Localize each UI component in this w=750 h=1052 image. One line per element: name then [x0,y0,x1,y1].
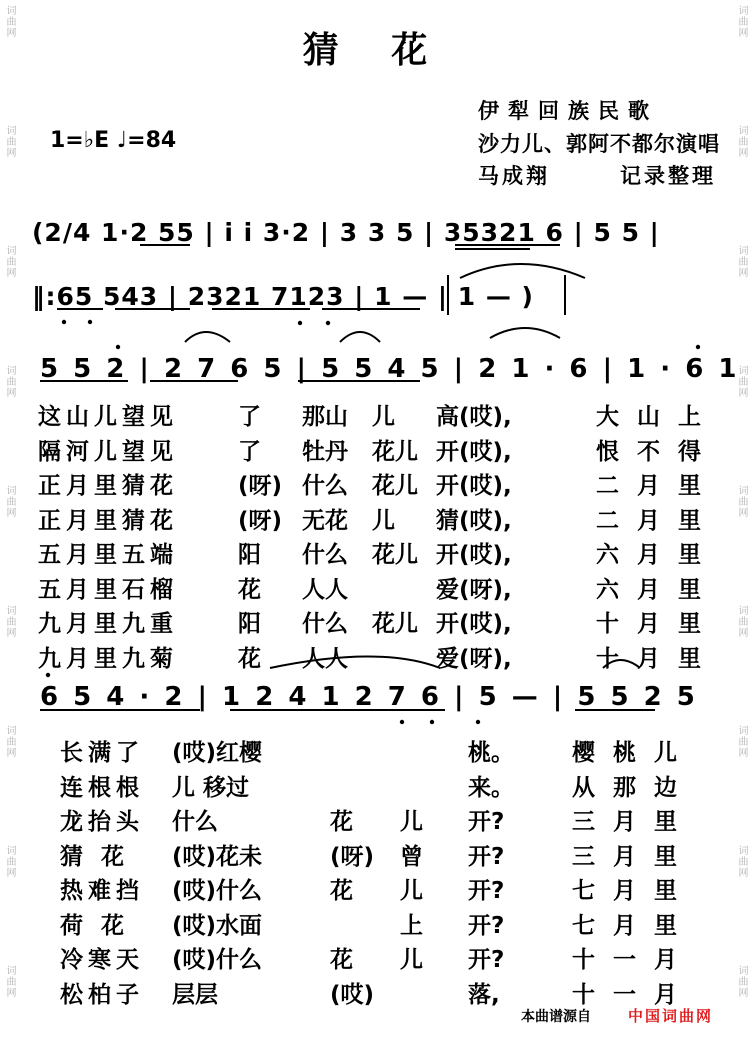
lyric-line-segment: 高(哎), [436,404,512,430]
watermark-right-7: 词曲网 [736,725,747,758]
score-line-1: (2/4 1·2 55 | i i 3·2 | 3 3 5 | 35321 6 | 5 5 | [32,218,660,247]
lyric-line-segment: 儿 [372,404,395,430]
watermark-left-6: 词曲网 [4,605,15,638]
watermark-right-5: 词曲网 [736,485,747,518]
lyric-line-segment: 牡丹 [302,438,348,465]
lyric-line-segment: 正月里猜花 [38,507,178,534]
lyric-line-segment: 恨 不 得 [596,438,707,465]
lyric-line-segment: 从 那 边 [572,774,683,801]
lyric-line-segment: 儿 [400,878,423,904]
lyric-line-segment: 开? [468,912,505,939]
lyric-line-segment: 开(哎), [436,438,512,465]
lyric-line-segment: 什么 [172,809,218,835]
credit-performers: 沙力儿、郭阿不都尔演唱 [478,132,720,156]
lyric-line-segment: 六 月 里 [596,542,707,568]
lyric-line-segment: 十 月 里 [596,645,707,672]
lyric-line-segment: (哎)水面 [172,912,263,939]
lyric-line-row [0,872,750,902]
watermark-left-3: 词曲网 [4,245,15,278]
lyric-line-segment: 开? [468,809,505,835]
watermark-right-2: 词曲网 [736,125,747,158]
lyric-line-segment: 十 一 月 [572,981,683,1008]
lyric-line-row [0,838,750,868]
lyric-line-segment: 层层 [172,981,218,1008]
lyric-line-segment: 花儿 [372,542,418,568]
source-label: 本曲谱源自 [521,1009,591,1025]
watermark-left-7: 词曲网 [4,725,15,758]
lyric-line-row [0,907,750,937]
lyric-line-segment: 花 [330,809,353,835]
lyric-line-segment: 花儿 [372,473,418,499]
source-site[interactable]: 中国词曲网 [628,1007,714,1025]
watermark-right-9: 词曲网 [736,965,747,998]
lyric-line-segment: 儿 [400,947,423,973]
lyric-line-segment: 五月里石榴 [38,576,178,603]
lyric-line-segment: 花 [330,947,353,973]
lyric-line-segment: 了 [238,438,261,465]
lyric-line-segment: 隔河儿望见 [38,438,178,465]
lyric-line-segment: 七 月 里 [572,878,683,904]
lyric-line-segment: 六 月 里 [596,576,707,603]
watermark-right-1: 词曲网 [736,5,747,38]
lyric-line-segment: 荷 花 [60,912,130,939]
lyric-line-segment: (哎)红樱 [172,740,263,766]
lyric-line-segment: 人人 [302,576,348,603]
lyric-line-row [0,536,750,566]
lyric-line-row [0,640,750,670]
lyric-line-row [0,976,750,1006]
lyric-line-segment: 阳 [238,542,261,568]
score-line-2: ‖:65 543 | 2321 7123 | 1 — | 1 — ) [32,282,534,311]
lyric-line-segment: 三 月 里 [572,809,683,835]
credit-role: 记录整理 [620,164,716,188]
lyric-line-segment: 爱(呀), [436,645,512,672]
lyric-line-segment: 十 月 里 [596,611,707,637]
lyric-line-segment: 热难挡 [60,878,144,904]
watermark-right-8: 词曲网 [736,845,747,878]
lyric-line-segment: 来。 [468,774,514,801]
lyric-line-segment: (哎) [330,981,375,1008]
lyric-line-segment: 那山 [302,404,348,430]
watermark-left-5: 词曲网 [4,485,15,518]
lyric-line-row [0,803,750,833]
lyric-line-segment: 儿 [372,507,395,534]
watermark-right-4: 词曲网 [736,365,747,398]
lyric-line-segment: 十 一 月 [572,947,683,973]
lyric-line-segment: 阳 [238,611,261,637]
watermark-right-3: 词曲网 [736,245,747,278]
lyric-line-segment: (呀) [330,843,375,870]
lyric-line-segment: 七 月 里 [572,912,683,939]
key-tempo: 1=♭E ♩=84 [50,128,177,153]
lyric-line-segment: 这山儿望见 [38,404,178,430]
lyric-line-segment: 什么 [302,542,348,568]
score-line-3: 5 5 2 | 2 7 6 5 | 5 5 4 5 | 2 1 · 6 | 1 · 6 1 [40,354,738,384]
lyric-line-segment: 大 山 上 [596,404,707,430]
lyric-line-segment: 正月里猜花 [38,473,178,499]
lyric-line-segment: 了 [238,404,261,430]
lyric-line-segment: (哎)什么 [172,878,263,904]
lyric-line-segment: 五月里五端 [38,542,178,568]
lyric-line-segment: 无花 [302,507,348,534]
lyric-line-segment: 什么 [302,611,348,637]
lyric-line-segment: 开? [468,947,505,973]
lyric-line-row [0,769,750,799]
lyric-line-segment: 花儿 [372,438,418,465]
lyric-line-row [0,502,750,532]
lyric-line-segment: 猜(哎), [436,507,512,534]
score-line-4: 6 5 4 · 2 | 1 2 4 1 2 7 6 | 5 — | 5 5 2 5 [40,682,696,712]
watermark-left-4: 词曲网 [4,365,15,398]
lyric-line-segment: 花 [330,878,353,904]
lyric-line-segment: (呀) [238,507,283,534]
lyric-line-segment: 爱(呀), [436,576,512,603]
lyric-line-segment: 儿 移过 [172,774,250,801]
lyric-line-row [0,571,750,601]
lyric-line-segment: 花 [238,576,261,603]
lyric-line-segment: 人人 [302,645,348,672]
lyric-line-segment: 二 月 里 [596,473,707,499]
lyric-line-segment: 落, [468,981,500,1008]
lyric-line-segment: 儿 [400,809,423,835]
lyric-line-row [0,605,750,635]
lyric-line-row [0,398,750,428]
lyric-line-segment: (哎)什么 [172,947,263,973]
lyric-line-segment: (哎)花未 [172,843,263,870]
lyric-line-segment: 樱 桃 儿 [572,740,683,766]
lyric-line-segment: 冷寒天 [60,947,144,973]
lyric-line-row [0,734,750,764]
lyric-line-row [0,941,750,971]
lyric-line-segment: 开(哎), [436,542,512,568]
lyric-line-segment: 长满了 [60,740,144,766]
lyric-line-segment: 花儿 [372,611,418,637]
lyric-line-segment: 猜 花 [60,843,130,870]
watermark-left-8: 词曲网 [4,845,15,878]
lyric-line-segment: 花 [238,645,261,672]
lyric-line-segment: 九月里九重 [38,611,178,637]
lyric-line-segment: 九月里九菊 [38,645,178,672]
song-title: 猜 花 [302,29,448,71]
lyric-line-row [0,433,750,463]
lyric-line-segment: 曾 [400,843,423,870]
watermark-right-6: 词曲网 [736,605,747,638]
lyric-line-segment: 什么 [302,473,348,499]
lyric-line-segment: 开? [468,843,505,870]
watermark-left-2: 词曲网 [4,125,15,158]
lyric-line-segment: 三 月 里 [572,843,683,870]
lyric-line-segment: 开(哎), [436,611,512,637]
lyric-line-segment: 龙抬头 [60,809,144,835]
lyric-line-segment: 松柏子 [60,981,144,1008]
watermark-left-9: 词曲网 [4,965,15,998]
lyric-line-segment: (呀) [238,473,283,499]
lyric-line-segment: 开(哎), [436,473,512,499]
watermark-left-1: 词曲网 [4,5,15,38]
lyric-line-segment: 桃。 [468,740,514,766]
lyric-line-segment: 开? [468,878,505,904]
lyric-line-segment: 上 [400,912,423,939]
credit-origin: 伊犁回族民歌 [478,99,658,123]
credit-recorder: 马成翔 [478,164,550,188]
lyric-line-segment: 连根根 [60,774,144,801]
lyric-line-row [0,467,750,497]
lyric-line-segment: 二 月 里 [596,507,707,534]
